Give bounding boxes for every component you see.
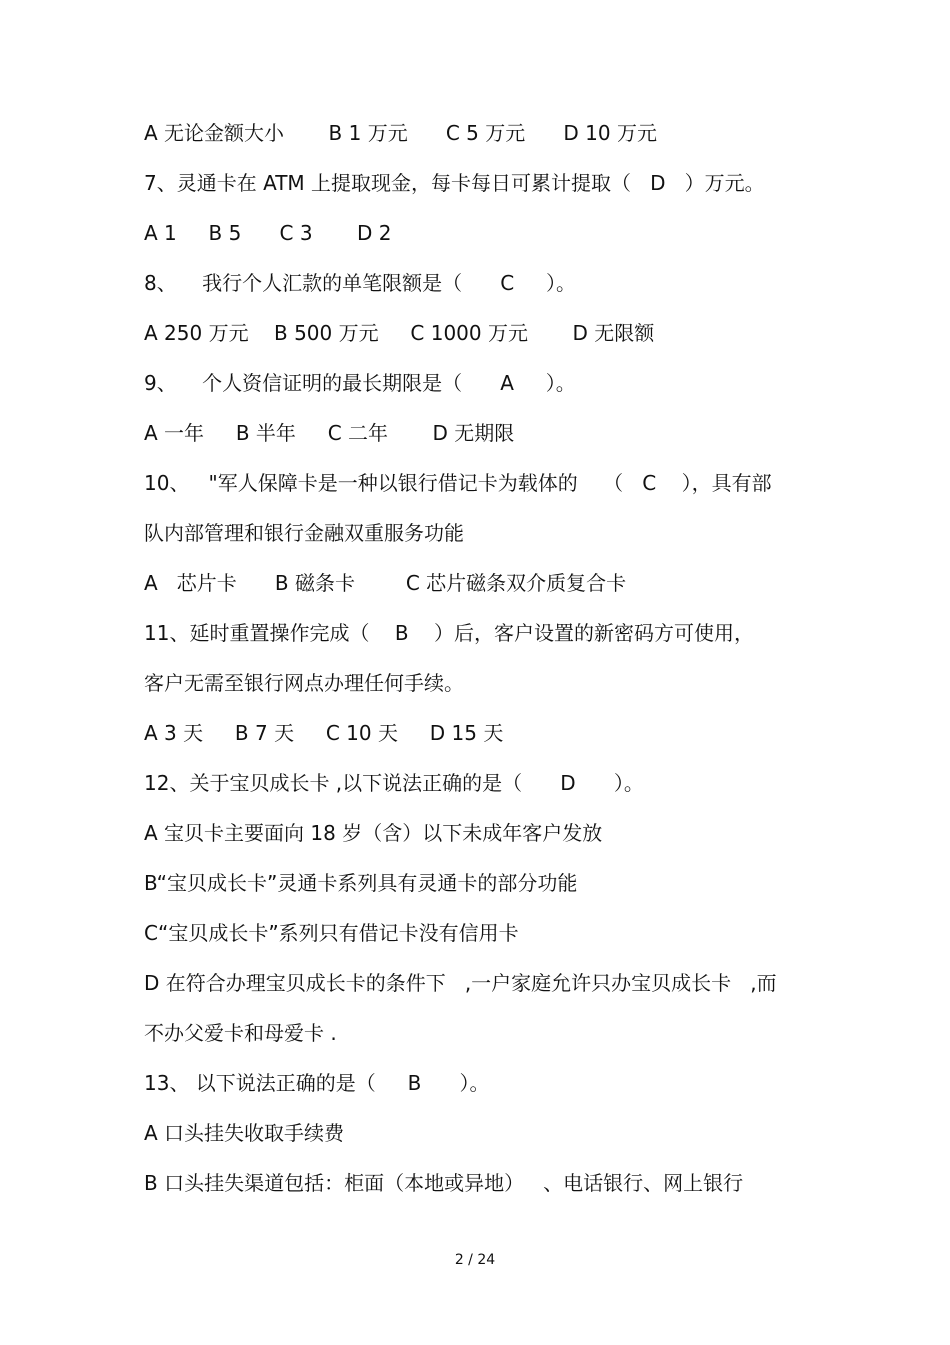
document-body xyxy=(144,123,824,1223)
question-10-part-2: 队内部管理和银行金融双重服务功能 xyxy=(144,521,464,545)
question-11-part-2: 客户无需至银行网点办理任何手续。 xyxy=(144,671,464,695)
option-q13-b: B 口头挂失渠道包括：柜面（本地或异地） 、电话银行、网上银行 xyxy=(144,1171,744,1195)
question-11-part-1: 11、延时重置操作完成（ B ）后，客户设置的新密码方可使用， xyxy=(144,621,755,645)
option-line-q11: A 3 天 B 7 天 C 10 天 D 15 天 xyxy=(144,721,504,745)
option-line-q7: A 1 B 5 C 3 D 2 xyxy=(144,221,392,245)
option-line-q6: A 无论金额大小 B 1 万元 C 5 万元 D 10 万元 xyxy=(144,121,657,145)
option-line-q10: A 芯片卡 B 磁条卡 C 芯片磁条双介质复合卡 xyxy=(144,571,627,595)
option-q12-a: A 宝贝卡主要面向 18 岁（含）以下未成年客户发放 xyxy=(144,821,603,845)
option-q12-d-part-2: 不办父爱卡和母爱卡 . xyxy=(144,1021,337,1045)
option-q12-b: B“宝贝成长卡”灵通卡系列具有灵通卡的部分功能 xyxy=(144,871,578,895)
question-13: 13、 以下说法正确的是（ B ）。 xyxy=(144,1071,490,1095)
option-line-q8: A 250 万元 B 500 万元 C 1000 万元 D 无限额 xyxy=(144,321,655,345)
question-10-part-1: 10、 "军人保障卡是一种以银行借记卡为载体的 （ C ），具有部 xyxy=(144,471,772,495)
option-line-q9: A 一年 B 半年 C 二年 D 无期限 xyxy=(144,421,515,445)
question-9: 9、 个人资信证明的最长期限是（ A ）。 xyxy=(144,371,576,395)
page-number: 2 / 24 xyxy=(454,1252,496,1268)
option-q13-a: A 口头挂失收取手续费 xyxy=(144,1121,345,1145)
question-12: 12、关于宝贝成长卡 ,以下说法正确的是（ D ）。 xyxy=(144,771,644,795)
question-7: 7、灵通卡在 ATM 上提取现金，每卡每日可累计提取（ D ）万元。 xyxy=(144,171,765,195)
option-q12-c: C“宝贝成长卡”系列只有借记卡没有信用卡 xyxy=(144,921,519,945)
question-8: 8、 我行个人汇款的单笔限额是（ C ）。 xyxy=(144,271,577,295)
option-q12-d-part-1: D 在符合办理宝贝成长卡的条件下 ,一户家庭允许只办宝贝成长卡 ,而 xyxy=(144,971,777,995)
